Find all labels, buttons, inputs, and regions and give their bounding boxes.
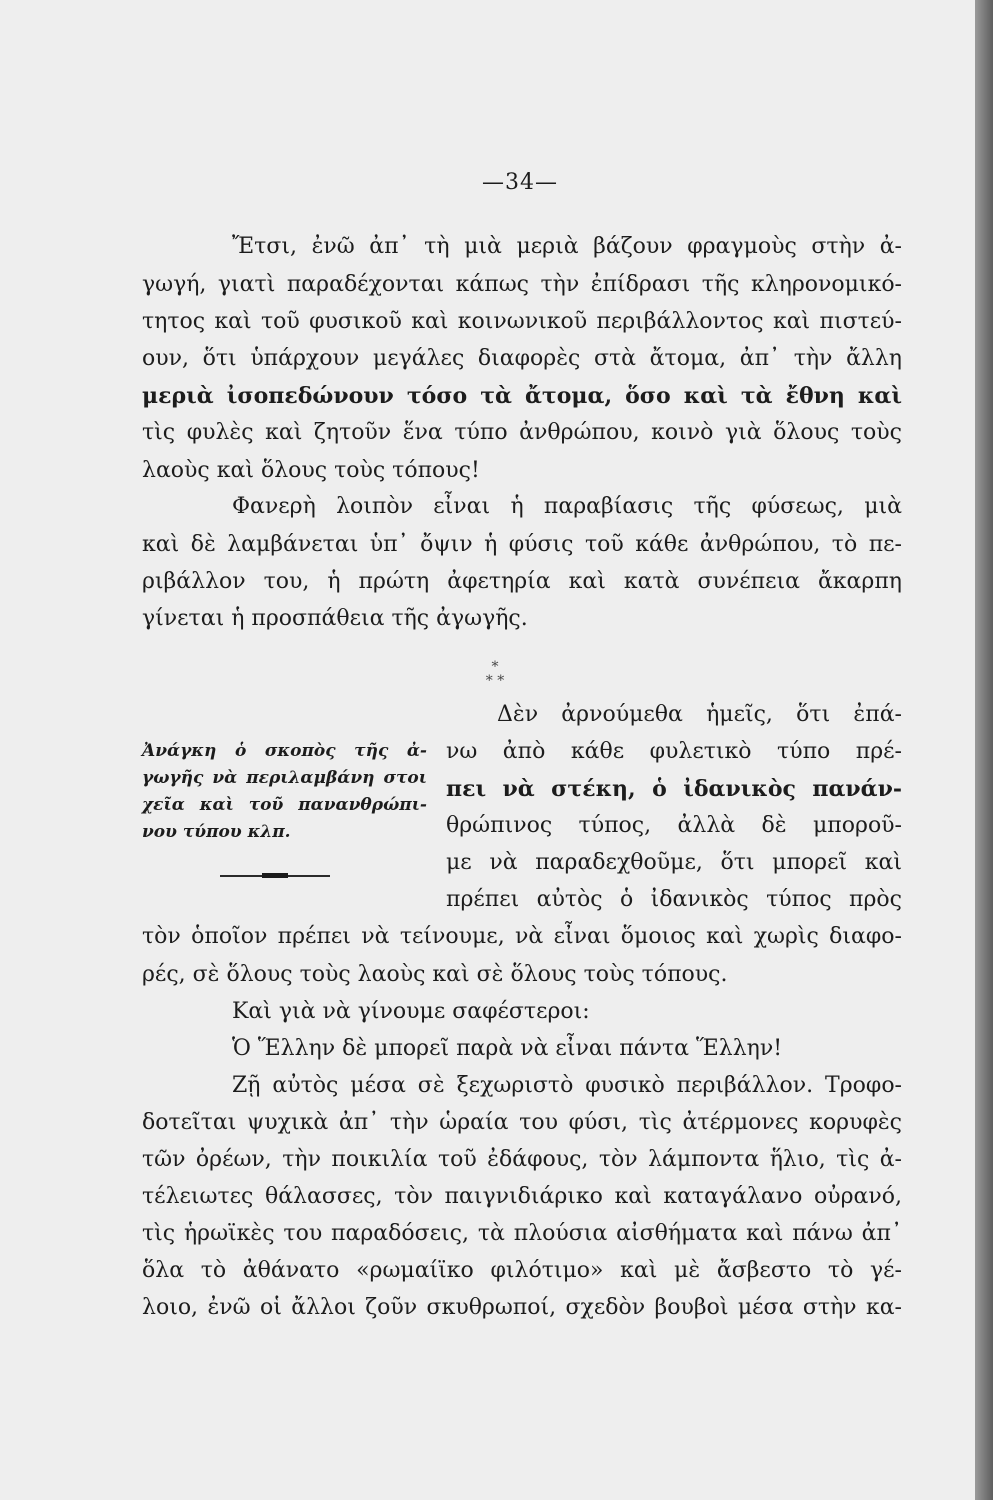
page-spine-edge — [975, 0, 993, 1500]
margin-note-line: Ἀνάγκη ὁ σκοπὸς τῆς ἀ- — [142, 741, 427, 761]
text-line: Ἔτσι, ἐνῶ ἀπ᾽ τὴ μιὰ μεριὰ βάζουν φραγμοὺς στὴν ἀ- — [232, 234, 902, 259]
text-line: τητος καὶ τοῦ φυσικοῦ καὶ κοινωνικοῦ περιβάλλοντος καὶ πιστεύ- — [142, 309, 902, 334]
text-line: γίνεται ἡ προσπάθεια τῆς ἀγωγῆς. — [142, 606, 528, 631]
text-line: πει νὰ στέκη, ὁ ἰδανικὸς πανάν- — [446, 776, 902, 802]
asterism-mark: * * * — [485, 659, 505, 689]
margin-note-rule-ornament — [262, 873, 288, 878]
text-line: γωγή, γιατὶ παραδέχονται κάπως τὴν ἐπίδρασι τῆς κληρονομικό- — [142, 272, 902, 297]
text-line: τὶς ἡρωϊκὲς του παραδόσεις, τὰ πλούσια αἰσθήματα καὶ πάνω ἀπ᾽ — [142, 1221, 902, 1246]
page-number: —34— — [482, 170, 558, 195]
margin-note-line: χεῖα καὶ τοῦ πανανθρώπι- — [142, 795, 427, 815]
margin-note — [142, 738, 427, 846]
text-line: Καὶ γιὰ νὰ γίνουμε σαφέστεροι: — [232, 999, 590, 1024]
text-line: Ζῇ αὐτὸς μέσα σὲ ξεχωριστὸ φυσικὸ περιβάλλον. Τροφο- — [232, 1073, 902, 1098]
text-line: τέλειωτες θάλασσες, τὸν παιγνιδιάρικο καὶ καταγάλανο οὐρανό, — [142, 1184, 902, 1209]
text-line: θρώπινος τύπος, ἀλλὰ δὲ μποροῦ- — [446, 813, 902, 838]
text-line: πρέπει αὐτὸς ὁ ἰδανικὸς τύπος πρὸς — [446, 887, 902, 912]
text-line: τῶν ὀρέων, τὴν ποικιλία τοῦ ἐδάφους, τὸν λάμποντα ἥλιο, τὶς ἀ- — [142, 1147, 902, 1172]
section-asterism — [470, 660, 520, 688]
margin-note-line: γωγῆς νὰ περιλαμβάνη στοι — [142, 768, 427, 788]
text-line: δοτεῖται ψυχικὰ ἀπ᾽ τὴν ὡραία του φύσι, τὶς ἀτέρμονες κορυφὲς — [142, 1110, 902, 1135]
text-line: μεριὰ ἰσοπεδώνουν τόσο τὰ ἄτομα, ὅσο καὶ τὰ ἔθνη καὶ — [142, 383, 902, 409]
text-line: λοιο, ἐνῶ οἱ ἄλλοι ζοῦν σκυθρωποί, σχεδὸν βουβοὶ μέσα στὴν κα- — [142, 1295, 902, 1320]
text-line: Ὁ Ἕλλην δὲ μπορεῖ παρὰ νὰ εἶναι πάντα Ἕλλην! — [232, 1036, 783, 1061]
text-line: ουν, ὅτι ὑπάρχουν μεγάλες διαφορὲς στὰ ἄτομα, ἀπ᾽ τὴν ἄλλη — [142, 346, 902, 371]
text-line: τὶς φυλὲς καὶ ζητοῦν ἕνα τύπο ἀνθρώπου, κοινὸ γιὰ ὅλους τοὺς — [142, 420, 902, 445]
margin-note-line: νου τύπου κλπ. — [142, 822, 291, 842]
text-line: τὸν ὁποῖον πρέπει νὰ τείνουμε, νὰ εἶναι ὅμοιος καὶ χωρὶς διαφο- — [142, 924, 902, 949]
text-line: ὅλα τὸ ἀθάνατο «ρωμαίϊκο φιλότιμο» καὶ μὲ ἄσβεστο τὸ γέ- — [142, 1258, 902, 1283]
text-line: με νὰ παραδεχθοῦμε, ὅτι μπορεῖ καὶ — [446, 850, 902, 875]
text-line: ρές, σὲ ὅλους τοὺς λαοὺς καὶ σὲ ὅλους τοὺς τόπους. — [142, 962, 728, 987]
text-line: καὶ δὲ λαμβάνεται ὑπ᾽ ὄψιν ἡ φύσις τοῦ κάθε ἀνθρώπου, τὸ πε- — [142, 532, 902, 557]
text-line: λαοὺς καὶ ὅλους τοὺς τόπους! — [142, 458, 480, 483]
text-line: Δὲν ἀρνούμεθα ἡμεῖς, ὅτι ἐπά- — [497, 702, 902, 727]
text-line: νω ἀπὸ κάθε φυλετικὸ τύπο πρέ- — [446, 739, 902, 764]
text-line: Φανερὴ λοιπὸν εἶναι ἡ παραβίασις τῆς φύσεως, μιὰ — [232, 494, 902, 519]
text-line: ριβάλλον του, ἡ πρώτη ἀφετηρία καὶ κατὰ συνέπεια ἄκαρπη — [142, 569, 902, 594]
